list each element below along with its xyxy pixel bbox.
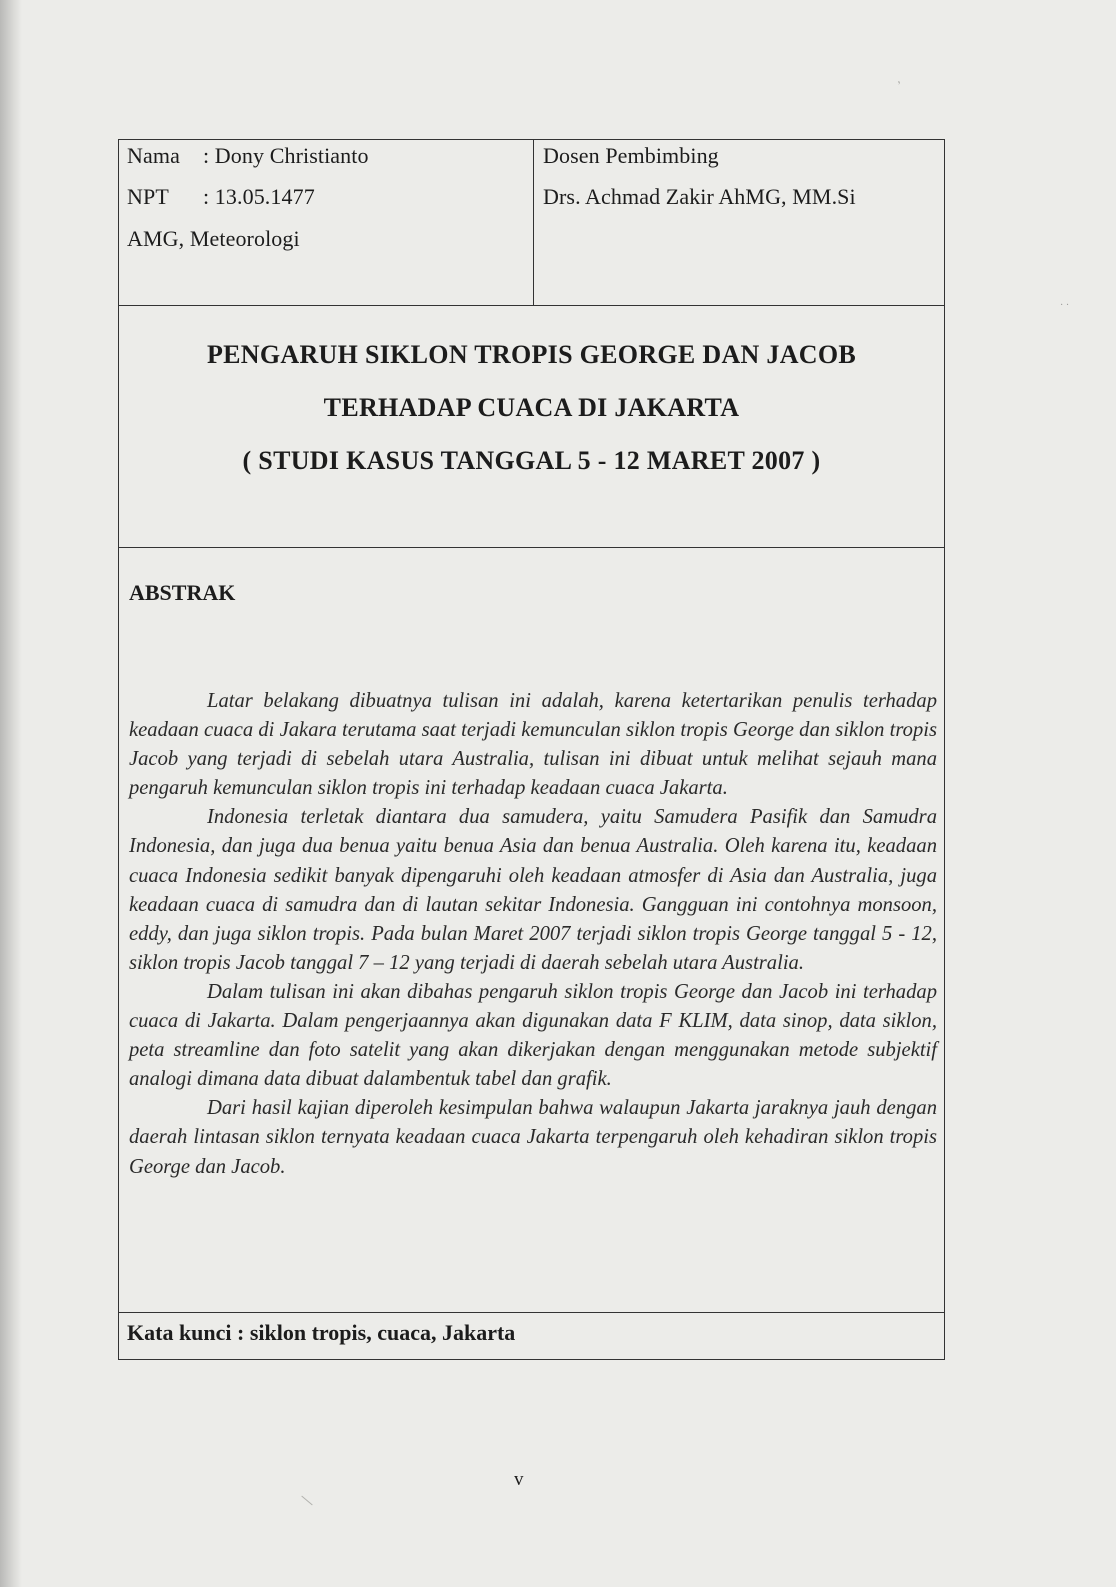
abstract-row <box>119 547 944 1313</box>
advisor-label: Dosen Pembimbing <box>543 143 719 168</box>
keywords-row <box>119 1312 944 1358</box>
name-line <box>127 143 369 169</box>
title-line-2: TERHADAP CUACA DI JAKARTA <box>323 393 740 422</box>
program-line: AMG, Meteorologi <box>127 226 300 251</box>
advisor-name: Drs. Achmad Zakir AhMG, MM.Si <box>543 184 856 209</box>
scan-page-edge <box>0 0 22 1587</box>
keywords-text: Kata kunci : siklon tropis, cuaca, Jakarta <box>127 1320 516 1345</box>
advisor-cell <box>533 140 944 305</box>
author-info-cell <box>119 140 534 305</box>
page-number: v <box>514 1469 524 1490</box>
npt-value: : 13.05.1477 <box>203 184 315 209</box>
abstract-page-frame <box>118 139 945 1360</box>
scan-speck-top: ʼ <box>895 77 905 93</box>
npt-label: NPT <box>127 184 169 209</box>
abstract-paragraph-2: Indonesia terletak diantara dua samudera, yaitu Samudera Pasifik dan Samudra Indonesia, dan juga dua benua yaitu benua Asia dan benua Australia. Oleh karena itu, keadaan cuaca Indonesia sedikit banyak dipengaruhi oleh keadaan atmosfer di Asia dan Australia, juga keadaan cuaca di samudra dan di lautan sekitar Indonesia. Gangguan ini contohnya monsoon, eddy, dan juga siklon tropis. Pada bulan Maret 2007 terjadi siklon tropis George tanggal 5 - 12, siklon tropis Jacob tanggal 7 – 12 yang terjadi di daerah sebelah utara Australia. <box>129 806 937 974</box>
abstract-paragraph-4: Dari hasil kajian diperoleh kesimpulan bahwa walaupun Jakarta jaraknya jauh dengan daerah lintasan siklon ternyata keadaan cuaca Jakarta terpengaruh oleh kehadiran siklon tropis George dan Jacob. <box>129 1097 937 1178</box>
abstract-body <box>129 687 937 1182</box>
scan-speck-bottom <box>301 1496 312 1506</box>
author-info-row <box>119 140 944 306</box>
abstract-paragraph-3: Dalam tulisan ini akan dibahas pengaruh siklon tropis George dan Jacob ini terhadap cuaca di Jakarta. Dalam pengerjaannya akan digunakan data F KLIM, data sinop, data siklon, peta streamline dan foto satelit yang akan dikerjakan dengan menggunakan metode subjektif analogi dimana data dibuat dalambentuk tabel dan grafik. <box>129 980 937 1091</box>
scan-speck-right: · · <box>1060 300 1070 311</box>
name-label: Nama <box>127 143 180 168</box>
name-value: : Dony Christianto <box>203 143 369 168</box>
npt-line <box>127 184 315 210</box>
title-row <box>119 305 944 548</box>
abstract-heading: ABSTRAK <box>129 580 236 605</box>
abstract-paragraph-1: Latar belakang dibuatnya tulisan ini adalah, karena ketertarikan penulis terhadap keadaan cuaca di Jakara terutama saat terjadi kemunculan siklon tropis George dan siklon tropis Jacob yang terjadi di sebelah utara Australia, tulisan ini dibuat untuk melihat sejauh mana pengaruh kemunculan siklon tropis ini terhadap keadaan cuaca Jakarta. <box>129 690 937 800</box>
title-line-1: PENGARUH SIKLON TROPIS GEORGE DAN JACOB <box>206 340 857 369</box>
title-line-3: ( STUDI KASUS TANGGAL 5 - 12 MARET 2007 ) <box>242 446 821 475</box>
